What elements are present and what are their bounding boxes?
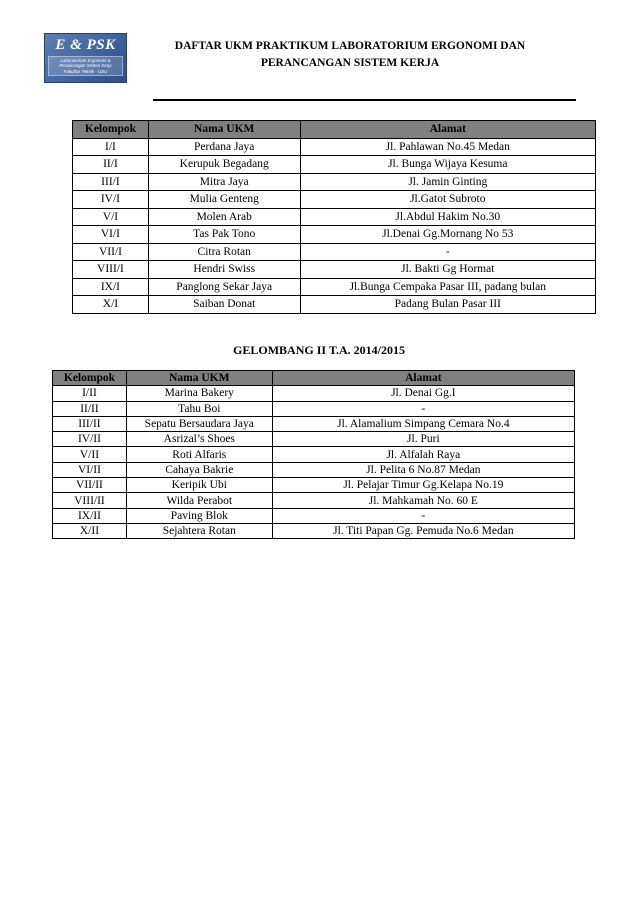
cell-nama-ukm: Asrizal’s Shoes (126, 432, 272, 447)
cell-kelompok: VIII/I (73, 261, 149, 279)
cell-alamat: Jl. Pahlawan No.45 Medan (300, 138, 595, 156)
cell-alamat: Jl. Alamalium Simpang Cemara No.4 (272, 416, 574, 431)
cell-kelompok: IV/II (53, 432, 127, 447)
cell-alamat: Jl. Puri (272, 432, 574, 447)
cell-kelompok: I/I (73, 138, 149, 156)
cell-kelompok: X/II (53, 523, 127, 538)
ukm-table-gelombang-1 (72, 120, 596, 314)
cell-nama-ukm: Tahu Boi (126, 401, 272, 416)
logo-line-3: Fakultas Teknik - USU (63, 68, 108, 74)
title-line-1: DAFTAR UKM PRAKTIKUM LABORATORIUM ERGONOMI DAN (174, 40, 526, 52)
table-row (73, 173, 596, 191)
cell-kelompok: I/II (53, 386, 127, 401)
cell-kelompok: VII/I (73, 243, 149, 261)
table-row (53, 432, 575, 447)
cell-nama-ukm: Tas Pak Tono (148, 226, 300, 244)
cell-alamat: - (272, 508, 574, 523)
cell-alamat: Jl. Alfalah Raya (272, 447, 574, 462)
table-row (73, 261, 596, 279)
logo-subtitle (48, 56, 123, 76)
cell-alamat: - (300, 243, 595, 261)
cell-kelompok: X/I (73, 296, 149, 314)
cell-nama-ukm: Mulia Genteng (148, 191, 300, 209)
table-row (73, 156, 596, 174)
cell-kelompok: VIII/II (53, 493, 127, 508)
table-row (53, 478, 575, 493)
table-row (73, 296, 596, 314)
logo-line-2: Perancangan Sistem Kerja (59, 63, 112, 69)
cell-kelompok: VII/II (53, 478, 127, 493)
header-kelompok: Kelompok (73, 121, 149, 139)
table-row (73, 208, 596, 226)
cell-alamat: Jl.Bunga Cempaka Pasar III, padang bulan (300, 278, 595, 296)
ukm-table-gelombang-2 (52, 370, 575, 539)
header-divider (153, 99, 576, 101)
cell-kelompok: VI/I (73, 226, 149, 244)
cell-kelompok: VI/II (53, 462, 127, 477)
header-nama-ukm: Nama UKM (148, 121, 300, 139)
header-kelompok: Kelompok (53, 371, 127, 386)
cell-alamat: Jl.Denai Gg.Mornang No 53 (300, 226, 595, 244)
cell-alamat: Jl. Bunga Wijaya Kesuma (300, 156, 595, 174)
cell-alamat: Jl. Pelajar Timur Gg.Kelapa No.19 (272, 478, 574, 493)
cell-kelompok: III/I (73, 173, 149, 191)
cell-kelompok: V/I (73, 208, 149, 226)
cell-nama-ukm: Kerupuk Begadang (148, 156, 300, 174)
header-nama-ukm: Nama UKM (126, 371, 272, 386)
cell-kelompok: IX/I (73, 278, 149, 296)
cell-alamat: Jl. Pelita 6 No.87 Medan (272, 462, 574, 477)
table-row (53, 447, 575, 462)
cell-nama-ukm: Marina Bakery (126, 386, 272, 401)
cell-kelompok: II/I (73, 156, 149, 174)
logo-title: E & PSK (55, 37, 116, 53)
table-row (73, 278, 596, 296)
cell-nama-ukm: Roti Alfaris (126, 447, 272, 462)
cell-nama-ukm: Citra Rotan (148, 243, 300, 261)
cell-alamat: Jl. Denai Gg.I (272, 386, 574, 401)
header-alamat: Alamat (272, 371, 574, 386)
cell-nama-ukm: Sejahtera Rotan (126, 523, 272, 538)
header-alamat: Alamat (300, 121, 595, 139)
cell-alamat: - (272, 401, 574, 416)
cell-nama-ukm: Hendri Swiss (148, 261, 300, 279)
cell-nama-ukm: Wilda Perabot (126, 493, 272, 508)
cell-nama-ukm: Perdana Jaya (148, 138, 300, 156)
cell-nama-ukm: Panglong Sekar Jaya (148, 278, 300, 296)
cell-alamat: Padang Bulan Pasar III (300, 296, 595, 314)
cell-nama-ukm: Mitra Jaya (148, 173, 300, 191)
cell-kelompok: IV/I (73, 191, 149, 209)
section-title-gelombang-2: GELOMBANG II T.A. 2014/2015 (233, 343, 405, 357)
table-row (53, 386, 575, 401)
table-row (73, 226, 596, 244)
table-row (73, 243, 596, 261)
cell-nama-ukm: Keripik Ubi (126, 478, 272, 493)
cell-nama-ukm: Cahaya Bakrie (126, 462, 272, 477)
table-row (53, 523, 575, 538)
title-line-2: PERANCANGAN SISTEM KERJA (260, 57, 440, 69)
cell-nama-ukm: Molen Arab (148, 208, 300, 226)
document-title (160, 38, 540, 72)
table-row (53, 493, 575, 508)
table-row (53, 462, 575, 477)
table-row (53, 401, 575, 416)
cell-nama-ukm: Paving Blok (126, 508, 272, 523)
table-row (73, 191, 596, 209)
cell-alamat: Jl. Titi Papan Gg. Pemuda No.6 Medan (272, 523, 574, 538)
table-header-row (73, 121, 596, 139)
table-row (73, 138, 596, 156)
table-row (53, 416, 575, 431)
cell-kelompok: V/II (53, 447, 127, 462)
cell-kelompok: III/II (53, 416, 127, 431)
table-row (53, 508, 575, 523)
cell-alamat: Jl.Gatot Subroto (300, 191, 595, 209)
table-header-row (53, 371, 575, 386)
cell-alamat: Jl. Bakti Gg Hormat (300, 261, 595, 279)
cell-nama-ukm: Sepatu Bersaudara Jaya (126, 416, 272, 431)
cell-kelompok: IX/II (53, 508, 127, 523)
cell-alamat: Jl. Mahkamah No. 60 E (272, 493, 574, 508)
cell-alamat: Jl. Jamin Ginting (300, 173, 595, 191)
logo-line-1: Laboratorium Ergonomi & (60, 58, 111, 63)
cell-nama-ukm: Saiban Donat (148, 296, 300, 314)
cell-kelompok: II/II (53, 401, 127, 416)
cell-alamat: Jl.Abdul Hakim No.30 (300, 208, 595, 226)
lab-logo (44, 33, 127, 83)
